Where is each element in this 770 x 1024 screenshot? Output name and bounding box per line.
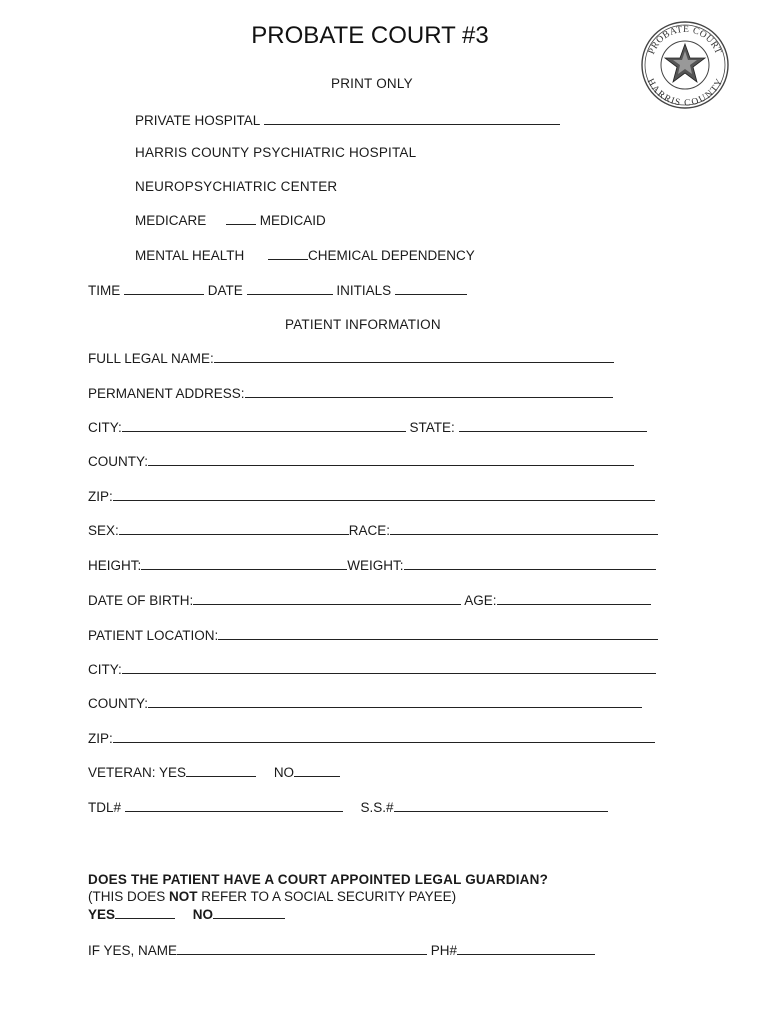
guardian-yes-no-row <box>88 907 285 922</box>
veteran-yes-line[interactable] <box>186 775 256 777</box>
svg-text:PROBATE COURT: PROBATE COURT <box>647 24 723 56</box>
height-label: HEIGHT: <box>88 558 142 573</box>
guardian-yes-label: YES <box>88 907 116 922</box>
ss-label: S.S.# <box>360 800 394 815</box>
guardian-note-post: REFER TO A SOCIAL SECURITY PAYEE) <box>197 889 457 904</box>
guardian-note-pre: (THIS DOES <box>88 889 170 904</box>
harris-psych-label: HARRIS COUNTY PSYCHIATRIC HOSPITAL <box>135 145 417 160</box>
chemical-dependency-label: CHEMICAL DEPENDENCY <box>308 248 475 263</box>
medicare-label: MEDICARE <box>135 213 207 228</box>
state-line[interactable] <box>459 430 647 432</box>
age-label: AGE: <box>464 593 497 608</box>
veteran-label: VETERAN: <box>88 765 156 780</box>
full-legal-name-label: FULL LEGAL NAME: <box>88 351 214 366</box>
private-hospital-row <box>135 113 560 128</box>
city-state-row <box>88 420 647 435</box>
veteran-no-label: NO <box>273 765 295 780</box>
county2-line[interactable] <box>148 706 642 708</box>
weight-label: WEIGHT: <box>347 558 404 573</box>
county2-label: COUNTY: <box>88 696 149 711</box>
guardian-no-line[interactable] <box>213 917 285 919</box>
print-only-label: PRINT ONLY <box>331 76 413 91</box>
county-row <box>88 454 634 469</box>
patient-location-row <box>88 628 658 643</box>
guardian-question: DOES THE PATIENT HAVE A COURT APPOINTED LEGAL GUARDIAN? <box>88 872 549 887</box>
guardian-note-not: NOT <box>169 889 198 904</box>
time-line[interactable] <box>124 293 204 295</box>
zip-line[interactable] <box>113 499 655 501</box>
patient-location-line[interactable] <box>218 638 658 640</box>
full-legal-name-line[interactable] <box>214 361 614 363</box>
age-line[interactable] <box>497 603 651 605</box>
mental-health-label: MENTAL HEALTH <box>135 248 245 263</box>
date-line[interactable] <box>247 293 333 295</box>
svg-text:HARRIS COUNTY: HARRIS COUNTY <box>644 77 726 109</box>
dob-line[interactable] <box>193 603 461 605</box>
city2-line[interactable] <box>122 672 656 674</box>
veteran-yes-label: YES <box>159 765 187 780</box>
patient-info-heading: PATIENT INFORMATION <box>285 317 441 332</box>
zip2-label: ZIP: <box>88 731 113 746</box>
zip2-line[interactable] <box>113 741 655 743</box>
time-label: TIME <box>88 283 121 298</box>
mental-health-row <box>135 248 475 263</box>
tdl-label: TDL# <box>88 800 122 815</box>
city-line[interactable] <box>122 430 406 432</box>
guardian-name-line[interactable] <box>177 953 427 955</box>
initials-label: INITIALS <box>336 283 392 298</box>
permanent-address-row <box>88 386 613 401</box>
tdl-ss-row <box>88 800 608 815</box>
zip-label: ZIP: <box>88 489 113 504</box>
height-weight-row <box>88 558 656 573</box>
guardian-ph-line[interactable] <box>457 953 595 955</box>
city2-row <box>88 662 656 677</box>
county-line[interactable] <box>148 464 634 466</box>
veteran-no-line[interactable] <box>294 775 340 777</box>
state-label: STATE: <box>409 420 455 435</box>
guardian-no-label: NO <box>192 907 214 922</box>
mental-health-line[interactable] <box>268 258 308 260</box>
page-title: PROBATE COURT #3 <box>251 22 489 49</box>
height-line[interactable] <box>141 568 347 570</box>
city2-label: CITY: <box>88 662 122 677</box>
private-hospital-line[interactable] <box>264 123 560 125</box>
permanent-address-line[interactable] <box>245 396 613 398</box>
city-label: CITY: <box>88 420 122 435</box>
initials-line[interactable] <box>395 293 467 295</box>
guardian-name-row <box>88 943 595 958</box>
guardian-note <box>88 889 456 904</box>
medicare-row <box>135 213 326 228</box>
weight-line[interactable] <box>404 568 656 570</box>
zip-row <box>88 489 655 504</box>
zip2-row <box>88 731 655 746</box>
guardian-yes-line[interactable] <box>115 917 175 919</box>
sex-label: SEX: <box>88 523 119 538</box>
neuro-center-label: NEUROPSYCHIATRIC CENTER <box>135 179 338 194</box>
patient-location-label: PATIENT LOCATION: <box>88 628 219 643</box>
ss-line[interactable] <box>394 810 608 812</box>
medicaid-label: MEDICAID <box>259 213 326 228</box>
court-seal-icon <box>640 20 730 110</box>
medicare-line[interactable] <box>226 223 256 225</box>
sex-race-row <box>88 523 658 538</box>
full-legal-name-row <box>88 351 614 366</box>
veteran-row <box>88 765 340 780</box>
county2-row <box>88 696 642 711</box>
private-hospital-label: PRIVATE HOSPITAL <box>135 113 260 128</box>
race-label: RACE: <box>348 523 391 538</box>
guardian-name-label: IF YES, NAME <box>88 943 178 958</box>
permanent-address-label: PERMANENT ADDRESS: <box>88 386 245 401</box>
tdl-line[interactable] <box>125 810 343 812</box>
guardian-ph-label: PH# <box>430 943 458 958</box>
race-line[interactable] <box>390 533 658 535</box>
dob-label: DATE OF BIRTH: <box>88 593 194 608</box>
time-date-initials-row <box>88 283 467 298</box>
county-label: COUNTY: <box>88 454 149 469</box>
date-label: DATE <box>207 283 243 298</box>
sex-line[interactable] <box>119 533 349 535</box>
dob-age-row <box>88 593 651 608</box>
